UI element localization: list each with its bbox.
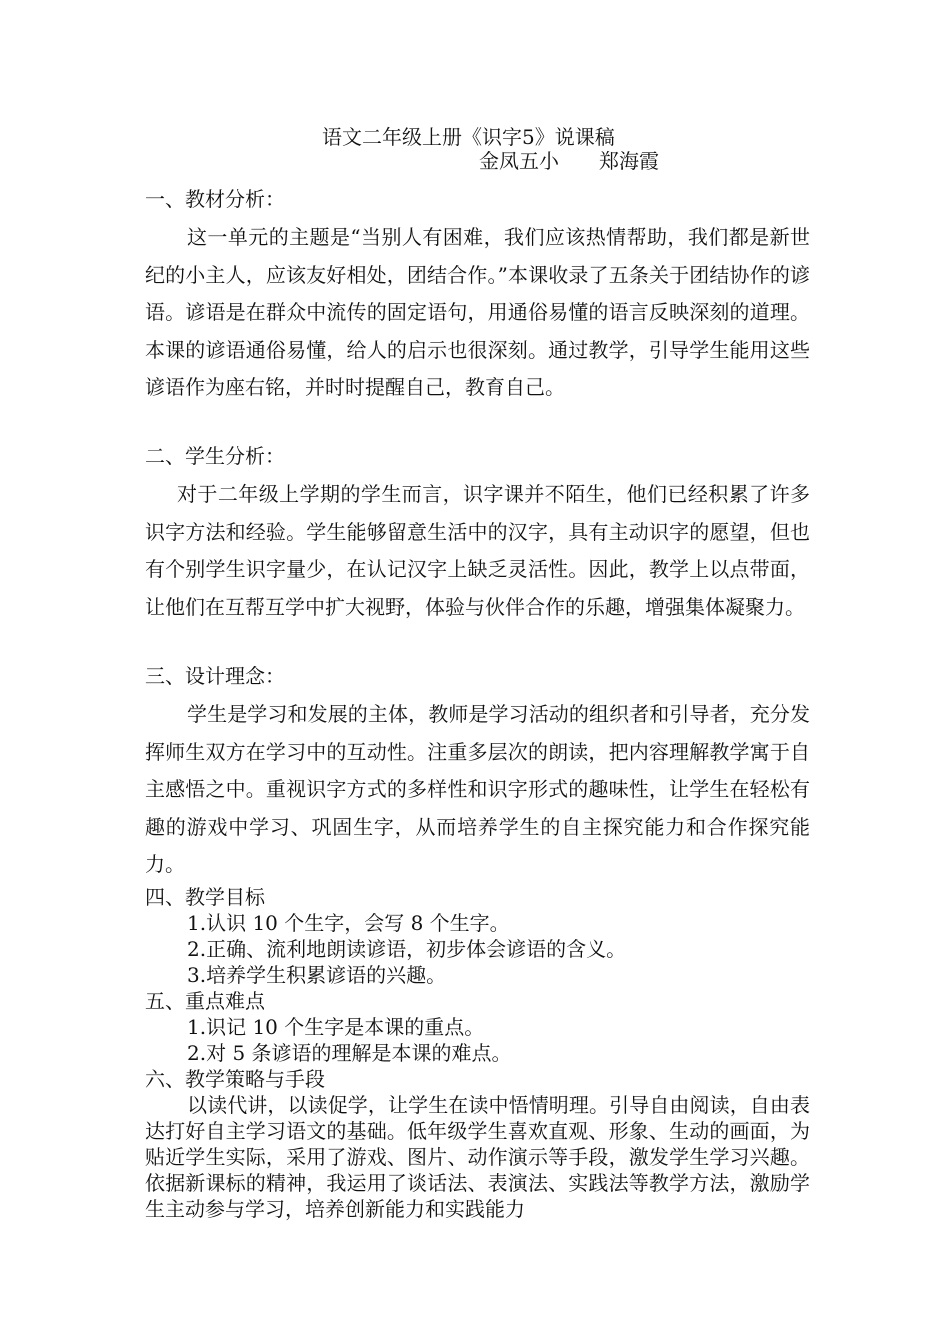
section-3 bbox=[145, 663, 810, 689]
section-heading: 四、教学目标 bbox=[145, 885, 265, 909]
section-6 bbox=[145, 1066, 810, 1222]
author-line bbox=[479, 148, 659, 174]
list-item: 2.对 5 条谚语的理解是本课的难点。 bbox=[187, 1041, 512, 1065]
list-item: 3.培养学生积累谚语的兴趣。 bbox=[187, 963, 447, 987]
section-paragraph: 这一单元的主题是“当别人有困难，我们应该热情帮助，我们都是新世纪的小主人，应该友好相处，团结合作。”本课收录了五条关于团结协作的谚语。谚语是在群众中流传的固定语句，用通俗易懂的语言反映深刻的道理。本课的谚语通俗易懂，给人的启示也很深刻。通过教学，引导学生能用这些谚语作为座右铭，并时时提醒自己，教育自己。 bbox=[145, 225, 810, 399]
section-3-body bbox=[145, 696, 810, 884]
author-name: 郑海霞 bbox=[599, 149, 659, 173]
school-name: 金凤五小 bbox=[479, 149, 559, 173]
section-heading: 二、学生分析： bbox=[145, 444, 285, 468]
section-heading: 六、教学策略与手段 bbox=[145, 1067, 325, 1091]
section-paragraph: 以读代讲，以读促学，让学生在读中悟情明理。引导自由阅读，自由表达打好自主学习语文的基础。低年级学生喜欢直观、形象、生动的画面，为贴近学生实际，采用了游戏、图片、动作演示等手段，激发学生学习兴趣。依据新课标的精神，我运用了谈话法、表演法、实践法等教学方法，激励学生主动参与学习，培养创新能力和实践能力 bbox=[145, 1093, 810, 1221]
list-item: 1.认识 10 个生字，会写 8 个生字。 bbox=[187, 911, 510, 935]
section-paragraph: 对于二年级上学期的学生而言，识字课并不陌生，他们已经积累了许多识字方法和经验。学生能够留意生活中的汉字，具有主动识字的愿望，但也有个别学生识字量少，在认记汉字上缺乏灵活性。因此，教学上以点带面，让他们在互帮互学中扩大视野，体验与伙伴合作的乐趣，增强集体凝聚力。 bbox=[145, 482, 810, 619]
section-heading: 一、教材分析： bbox=[145, 187, 285, 211]
document-title: 语文二年级上册《识字5》说课稿 bbox=[322, 125, 615, 149]
section-heading: 五、重点难点 bbox=[145, 989, 265, 1013]
section-1-body bbox=[145, 219, 810, 407]
section-heading: 三、设计理念： bbox=[145, 664, 285, 688]
section-4 bbox=[145, 884, 810, 988]
section-1 bbox=[145, 186, 810, 212]
section-paragraph: 学生是学习和发展的主体，教师是学习活动的组织者和引导者，充分发挥师生双方在学习中的互动性。注重多层次的朗读，把内容理解教学寓于自主感悟之中。重视识字方式的多样性和识字形式的趣味性，让学生在轻松有趣的游戏中学习、巩固生字，从而培养学生的自主探究能力和合作探究能力。 bbox=[145, 702, 810, 876]
section-5 bbox=[145, 988, 810, 1066]
list-item: 2.正确、流利地朗读谚语，初步体会谚语的含义。 bbox=[187, 937, 627, 961]
section-2-body bbox=[145, 476, 810, 626]
list-item: 1.识记 10 个生字是本课的重点。 bbox=[187, 1015, 485, 1039]
section-2 bbox=[145, 443, 810, 469]
